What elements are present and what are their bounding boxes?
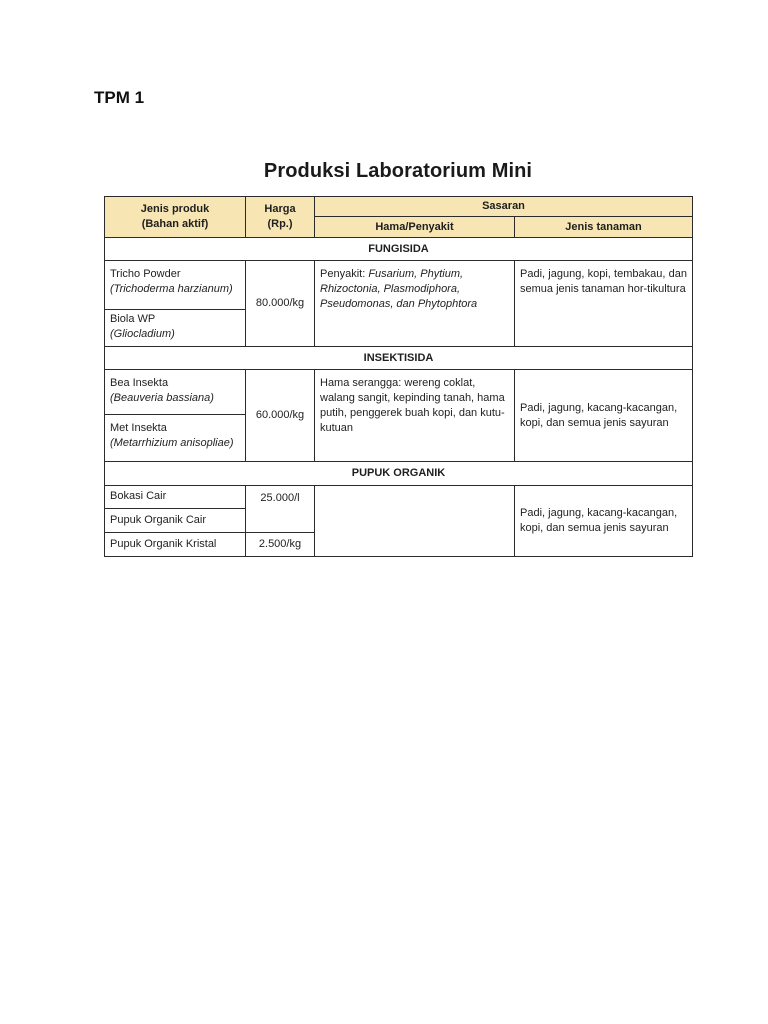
product-name: Met Insekta bbox=[110, 421, 167, 434]
header-target: Sasaran bbox=[315, 197, 693, 217]
crop-cell: Padi, jagung, kopi, tembakau, dan semua jenis tanaman hor-tikultura bbox=[515, 261, 693, 347]
product-name: Biola WP bbox=[110, 313, 156, 326]
product-table bbox=[104, 196, 693, 557]
header-price: Harga (Rp.) bbox=[246, 197, 315, 238]
product-cell bbox=[105, 370, 246, 414]
section-pupuk-organik: PUPUK ORGANIK bbox=[105, 461, 693, 485]
product-active: (Metarrhizium anisopliae) bbox=[110, 436, 234, 449]
header-pest: Hama/Penyakit bbox=[315, 217, 515, 238]
product-name: Bea Insekta bbox=[110, 377, 169, 390]
product-name: Pupuk Organik Kristal bbox=[105, 532, 246, 556]
product-active: (Beauveria bassiana) bbox=[110, 392, 214, 405]
table-title: Produksi Laboratorium Mini bbox=[263, 160, 533, 182]
price-cell: 2.500/kg bbox=[246, 532, 315, 556]
pest-cell: Hama serangga: wereng coklat, walang sangit, kepinding tanah, hama putih, penggerek buah kopi, dan kutu-kutuan bbox=[315, 370, 515, 461]
product-cell bbox=[105, 310, 246, 347]
product-name: Bokasi Cair bbox=[105, 485, 246, 508]
header-product: Jenis produk (Bahan aktif) bbox=[105, 197, 246, 238]
pest-cell: Penyakit: Fusarium, Phytium, Rhizoctonia, Plasmodiphora, Pseudomonas, dan Phytophtora bbox=[315, 261, 515, 347]
product-active: (Trichoderma harzianum) bbox=[110, 283, 233, 296]
price-cell: 60.000/kg bbox=[246, 370, 315, 461]
price-cell: 80.000/kg bbox=[246, 261, 315, 347]
product-name: Pupuk Organik Cair bbox=[105, 508, 246, 532]
product-active: (Gliocladium) bbox=[110, 328, 175, 341]
crop-cell: Padi, jagung, kacang-kacangan, kopi, dan semua jenis sayuran bbox=[515, 485, 693, 556]
header-crop: Jenis tanaman bbox=[515, 217, 693, 238]
price-cell: 25.000/l bbox=[246, 485, 315, 532]
section-insektisida: INSEKTISIDA bbox=[105, 347, 693, 370]
product-name: Tricho Powder bbox=[110, 268, 181, 281]
product-cell bbox=[105, 261, 246, 310]
crop-cell: Padi, jagung, kacang-kacangan, kopi, dan semua jenis sayuran bbox=[515, 370, 693, 461]
pest-cell bbox=[315, 485, 515, 556]
product-cell bbox=[105, 414, 246, 461]
page-heading: TPM 1 bbox=[94, 88, 145, 107]
section-fungisida: FUNGISIDA bbox=[105, 238, 693, 261]
